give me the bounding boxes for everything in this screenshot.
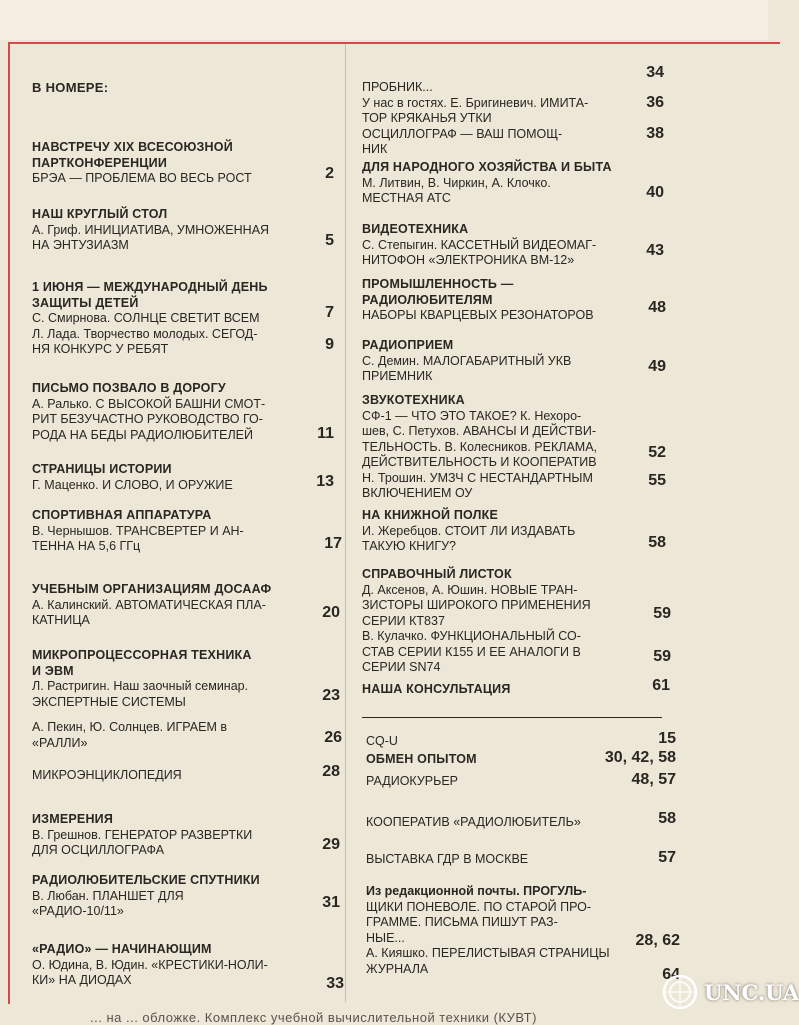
toc-entry[interactable] [32, 768, 182, 784]
entry-line: В. Любан. ПЛАНШЕТ ДЛЯ [32, 888, 184, 903]
toc-entry[interactable] [366, 815, 581, 831]
entry-line: СТАВ СЕРИИ К155 И ЕЕ АНАЛОГИ В [362, 644, 581, 659]
entry-heading: ИЗМЕРЕНИЯ [32, 812, 114, 826]
entry-line: В. Чернышов. ТРАНСВЕРТЕР И АН- [32, 523, 244, 538]
page-number: 23 [322, 687, 340, 704]
entry-line: КООПЕРАТИВ «РАДИОЛЮБИТЕЛЬ» [366, 815, 581, 829]
entry-line: СЕРИИ КТ837 [362, 613, 445, 628]
entry-line: СФ-1 — ЧТО ЭТО ТАКОЕ? К. Нехоро- [362, 408, 582, 423]
entry-line: А. Кияшко. ПЕРЕЛИСТЫВАЯ СТРАНИЦЫ [366, 946, 610, 960]
page-number: 55 [648, 472, 666, 489]
entry-heading: НАШ КРУГЛЫЙ СТОЛ [32, 207, 168, 221]
section-intro-heading: В НОМЕРЕ: [32, 80, 109, 95]
page-number: 20 [322, 604, 340, 621]
entry-heading: НАША КОНСУЛЬТАЦИЯ [362, 682, 511, 696]
page-number: 36 [646, 94, 664, 111]
page-number: 38 [646, 125, 664, 142]
page-number: 15 [658, 730, 676, 747]
entry-line: Л. Лада. Творчество молодых. СЕГОД- [32, 326, 258, 341]
page-number: 31 [322, 894, 340, 911]
page-number: 61 [652, 677, 670, 694]
entry-line: ОСЦИЛЛОГРАФ — ВАШ ПОМОЩ- [362, 126, 563, 141]
toc-entry[interactable] [32, 462, 233, 493]
site-watermark [660, 972, 799, 1012]
toc-entry[interactable] [362, 393, 597, 502]
entry-heading: РАДИОЛЮБИТЕЛЬСКИЕ СПУТНИКИ [32, 873, 260, 887]
entry-line: Г. Маценко. И СЛОВО, И ОРУЖИЕ [32, 477, 233, 492]
entry-line: ГРАММЕ. ПИСЬМА ПИШУТ РАЗ- [366, 915, 558, 929]
entry-line: РОДА НА БЕДЫ РАДИОЛЮБИТЕЛЕЙ [32, 427, 253, 442]
entry-line: «РАЛЛИ» [32, 735, 88, 750]
entry-line: НИК [362, 142, 388, 156]
entry-line: ЗИСТОРЫ ШИРОКОГО ПРИМЕНЕНИЯ [362, 598, 591, 612]
toc-entry[interactable] [362, 222, 596, 269]
entry-line: А. Пекин, Ю. Солнцев. ИГРАЕМ в [32, 720, 228, 734]
page-number: 26 [324, 729, 342, 746]
entry-line: ПРОБНИК... [362, 80, 433, 94]
page-number: 11 [317, 425, 334, 442]
page-number: 48, 57 [631, 771, 676, 788]
entry-heading: РАДИОЛЮБИТЕЛЯМ [362, 292, 493, 307]
page-number: 29 [322, 836, 340, 853]
page-number: 28 [322, 763, 340, 780]
toc-entry[interactable] [366, 884, 610, 977]
toc-entry[interactable] [366, 774, 458, 790]
page-number: 64 [662, 966, 680, 983]
entry-line: НА ЭНТУЗИАЗМ [32, 238, 129, 252]
entry-line: В. Грешнов. ГЕНЕРАТОР РАЗВЕРТКИ [32, 827, 253, 842]
toc-entry[interactable] [32, 207, 269, 254]
entry-line: «РАДИО-10/11» [32, 904, 124, 918]
toc-entry[interactable] [362, 567, 591, 676]
entry-heading: «РАДИО» — НАЧИНАЮЩИМ [32, 942, 212, 956]
cover-caption: ... на ... обложке. Комплекс учебной вычислительной техники (КУВТ) [90, 1010, 537, 1025]
toc-entry[interactable] [32, 280, 268, 358]
entry-heading: РАДИОПРИЕМ [362, 338, 454, 352]
entry-line: А. Калинский. АВТОМАТИЧЕСКАЯ ПЛА- [32, 597, 266, 612]
page-number: 2 [325, 165, 334, 182]
entry-line: ДЛЯ ОСЦИЛЛОГРАФА [32, 843, 165, 857]
entry-line: МЕСТНАЯ АТС [362, 191, 451, 205]
entry-heading: ПРОМЫШЛЕННОСТЬ — [362, 277, 514, 291]
watermark-text: UNC.UA [704, 979, 799, 1005]
entry-heading: МИКРОПРОЦЕССОРНАЯ ТЕХНИКА [32, 648, 252, 662]
toc-entry[interactable] [32, 648, 252, 710]
entry-line: Из редакционной почты. ПРОГУЛЬ- [366, 884, 587, 898]
entry-heading: ПИСЬМО ПОЗВАЛО В ДОРОГУ [32, 381, 226, 395]
entry-heading: 1 ИЮНЯ — МЕЖДУНАРОДНЫЙ ДЕНЬ [32, 280, 268, 294]
entry-heading: ВИДЕОТЕХНИКА [362, 222, 469, 236]
page-number: 28, 62 [635, 932, 680, 949]
page-number: 59 [653, 605, 671, 622]
entry-line: М. Литвин, В. Чиркин, А. Клочко. [362, 175, 551, 190]
entry-line: НЫЕ... [366, 930, 405, 945]
entry-line: А. Гриф. ИНИЦИАТИВА, УМНОЖЕННАЯ [32, 222, 270, 237]
toc-entry[interactable] [32, 720, 227, 751]
entry-heading: ДЛЯ НАРОДНОГО ХОЗЯЙСТВА И БЫТА [362, 160, 612, 174]
entry-heading: ЗАЩИТЫ ДЕТЕЙ [32, 295, 139, 310]
entry-line: ЩИКИ ПОНЕВОЛЕ. ПО СТАРОЙ ПРО- [366, 899, 592, 914]
page-number: 49 [648, 358, 666, 375]
column-divider [345, 44, 346, 1002]
entry-line: Д. Аксенов, А. Юшин. НОВЫЕ ТРАН- [362, 582, 578, 597]
entry-line: БРЭА — ПРОБЛЕМА ВО ВЕСЬ РОСТ [32, 171, 252, 185]
entry-line: СЕРИИ SN74 [362, 660, 441, 674]
page-number: 58 [658, 810, 676, 827]
entry-line: МИКРОЭНЦИКЛОПЕДИЯ [32, 768, 182, 782]
entry-line: ДЕЙСТВИТЕЛЬНОСТЬ И КООПЕРАТИВ [362, 455, 597, 469]
toc-entry[interactable] [366, 752, 477, 768]
entry-heading: СПРАВОЧНЫЙ ЛИСТОК [362, 567, 512, 581]
section-divider-rule [362, 717, 662, 718]
page-number: 13 [316, 473, 334, 490]
toc-entry[interactable] [362, 338, 571, 385]
page-number: 33 [326, 975, 344, 992]
entry-heading: УЧЕБНЫМ ОРГАНИЗАЦИЯМ ДОСААФ [32, 582, 272, 596]
toc-entry[interactable] [32, 812, 252, 859]
page-number: 34 [646, 64, 664, 81]
page-number: 58 [648, 534, 666, 551]
entry-line: С. Смирнова. СОЛНЦЕ СВЕТИТ ВСЕМ [32, 311, 260, 325]
entry-line: РИТ БЕЗУЧАСТНО РУКОВОДСТВО ГО- [32, 412, 263, 426]
entry-line: А. Ралько. С ВЫСОКОЙ БАШНИ СМОТ- [32, 396, 266, 411]
toc-entry[interactable] [362, 277, 594, 324]
entry-line: С. Степыгин. КАССЕТНЫЙ ВИДЕОМАГ- [362, 237, 597, 252]
entry-line: О. Юдина, В. Юдин. «КРЕСТИКИ-НОЛИ- [32, 957, 268, 972]
entry-line: ВКЛЮЧЕНИЕМ ОУ [362, 486, 473, 500]
entry-line: ПРИЕМНИК [362, 369, 433, 383]
entry-line: Л. Растригин. Наш заочный семинар. [32, 679, 249, 693]
toc-entry[interactable] [32, 381, 265, 443]
page-number: 57 [658, 849, 676, 866]
page-number: 40 [646, 184, 664, 201]
toc-entry[interactable] [362, 508, 575, 555]
page-number: 59 [653, 648, 671, 665]
entry-heading: СТРАНИЦЫ ИСТОРИИ [32, 462, 172, 476]
toc-entry[interactable] [32, 873, 260, 920]
toc-entry[interactable] [32, 508, 244, 555]
toc-entry[interactable] [32, 582, 271, 629]
entry-line: CQ-U [366, 734, 398, 748]
toc-entry[interactable] [366, 734, 398, 750]
entry-line: С. Демин. МАЛОГАБАРИТНЫЙ УКВ [362, 353, 572, 368]
page-number: 9 [325, 336, 334, 353]
toc-entry[interactable] [366, 852, 528, 868]
entry-line: У нас в гостях. Е. Бригиневич. ИМИТА- [362, 95, 589, 110]
entry-line: И. Жеребцов. СТОИТ ЛИ ИЗДАВАТЬ [362, 523, 576, 538]
entry-line: ТЕННА НА 5,6 ГГц [32, 539, 141, 553]
entry-heading: ЗВУКОТЕХНИКА [362, 393, 465, 407]
entry-line: ТАКУЮ КНИГУ? [362, 539, 456, 553]
entry-line: НИТОФОН «ЭЛЕКТРОНИКА ВМ-12» [362, 253, 575, 267]
coin-logo-icon [660, 972, 700, 1012]
toc-entry[interactable] [32, 140, 252, 187]
toc-entry[interactable] [32, 942, 268, 989]
entry-line: ЭКСПЕРТНЫЕ СИСТЕМЫ [32, 694, 186, 709]
entry-line: Н. Трошин. УМЗЧ С НЕСТАНДАРТНЫМ [362, 470, 593, 485]
entry-heading: НАВСТРЕЧУ XIX ВСЕСОЮЗНОЙ [32, 140, 233, 154]
toc-entry[interactable] [362, 682, 511, 698]
toc-entry[interactable] [362, 80, 588, 158]
entry-heading: ОБМЕН ОПЫТОМ [366, 752, 477, 766]
page-top-margin [0, 0, 768, 40]
entry-line: ТОР КРЯКАНЬЯ УТКИ [362, 111, 492, 125]
page-number: 17 [324, 535, 342, 552]
entry-line: шев, С. Петухов. АВАНСЫ И ДЕЙСТВИ- [362, 424, 596, 438]
page-number: 7 [325, 304, 334, 321]
entry-heading: НА КНИЖНОЙ ПОЛКЕ [362, 508, 499, 522]
entry-line: НЯ КОНКУРС У РЕБЯТ [32, 342, 169, 356]
entry-line: В. Кулачко. ФУНКЦИОНАЛЬНЫЙ СО- [362, 629, 581, 643]
entry-heading: СПОРТИВНАЯ АППАРАТУРА [32, 508, 212, 522]
entry-heading: ПАРТКОНФЕРЕНЦИИ [32, 155, 168, 170]
entry-line: ТЕЛЬНОСТЬ. В. Колесников. РЕКЛАМА, [362, 439, 598, 454]
entry-line: РАДИОКУРЬЕР [366, 774, 459, 788]
page-number: 43 [646, 242, 664, 259]
entry-line: КИ» НА ДИОДАХ [32, 973, 132, 987]
entry-line: КАТНИЦА [32, 613, 90, 627]
entry-heading: И ЭВМ [32, 663, 74, 678]
page-number: 52 [648, 444, 666, 461]
page-number: 30, 42, 58 [604, 749, 676, 766]
entry-line: ВЫСТАВКА ГДР В МОСКВЕ [366, 852, 529, 866]
page-number: 5 [325, 232, 334, 249]
toc-entry[interactable] [362, 160, 612, 207]
page-number: 48 [648, 299, 666, 316]
entry-line: ЖУРНАЛА [366, 961, 429, 976]
entry-line: НАБОРЫ КВАРЦЕВЫХ РЕЗОНАТОРОВ [362, 308, 594, 322]
